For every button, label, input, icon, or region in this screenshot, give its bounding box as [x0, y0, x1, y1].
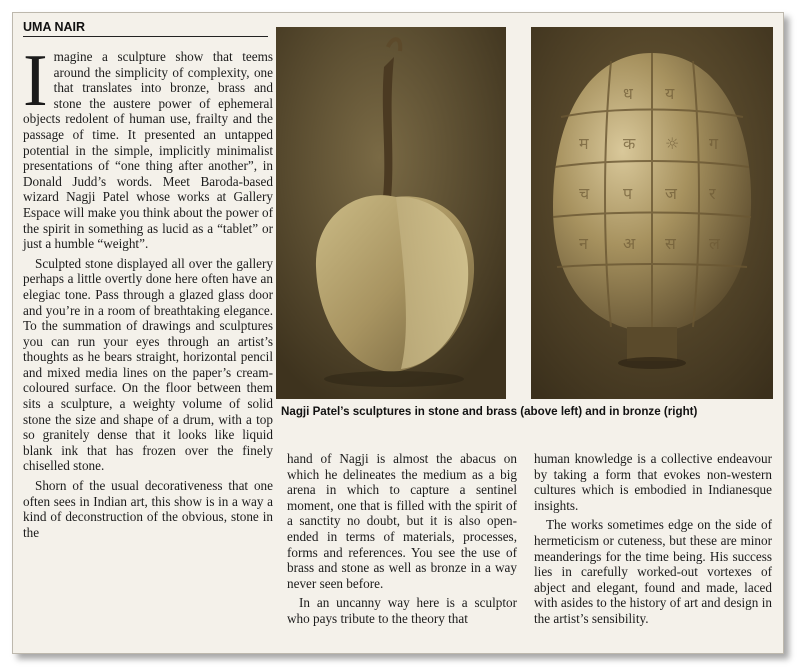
svg-text:न: न [579, 234, 588, 253]
paragraph-1 [23, 40, 273, 252]
stone-brass-sculpture-photo [276, 27, 506, 399]
svg-text:च: च [579, 184, 590, 203]
article-column-1 [23, 40, 273, 544]
newspaper-clipping [12, 12, 784, 654]
svg-text:म: म [579, 134, 589, 153]
paragraph-2: Sculpted stone displayed all over the gallery perhaps a little overtly done here often have an elegiac tone. Pass through a glazed glass door and you’re in a room of breathtaking elegance. To the summation of drawings and sculptures you can run your eyes through an artist’s thoughts as he bears straight, horizontal pencil and mixed media lines on the paper’s cream-coloured surface. On the floor between them sits a sculpture, a weighty volume of solid stone the size and shape of a drum, with a top so granitely dense that it looks like liquid blank ink that has frozen over the finely chiselled stone. [23, 255, 273, 474]
svg-text:☼: ☼ [665, 134, 680, 153]
bronze-sculpture-photo [531, 27, 773, 399]
svg-text:प: प [623, 184, 633, 203]
article-column-3 [534, 451, 772, 631]
svg-text:स: स [665, 234, 676, 253]
stone-brass-sculpture-image [276, 27, 506, 399]
paragraph-5: In an uncanny way here is a sculptor who pays tribute to the theory that [287, 595, 517, 626]
paragraph-7: The works sometimes edge on the side of hermeticism or cuteness, but these are minor meanderings for the time being. His success lies in carefully worked-out vortexes of abject and elegant, found and made, laced with asides to the history of art and design in the artist’s sensibility. [534, 517, 772, 626]
paragraph-3: Shorn of the usual decorativeness that one often sees in Indian art, this show is in a way a kind of deconstruction of the obvious, stone in the [23, 478, 273, 540]
svg-text:ज: ज [665, 184, 677, 203]
bronze-sculpture-image [531, 27, 773, 399]
photo-caption: Nagji Patel’s sculptures in stone and brass (above left) and in bronze (right) [281, 405, 698, 418]
svg-text:य: य [665, 84, 675, 103]
svg-text:ग: ग [709, 134, 719, 153]
article-column-2 [287, 451, 517, 631]
paragraph-6: human knowledge is a collective endeavour by taking a form that evokes non-western cultures which is embodied in Indianesque insights. [534, 451, 772, 513]
drop-cap: I [23, 40, 48, 122]
svg-text:क: क [623, 134, 636, 153]
byline: UMA NAIR [23, 20, 268, 37]
svg-text:अ: अ [623, 234, 636, 253]
svg-text:ध: ध [623, 84, 633, 103]
paragraph-4: hand of Nagji is almost the abacus on which he delineates the medium as a big arena in which to capture a sentinel moment, one that is filled with the spirit of a sanctity no doubt, but it is also open-ended in terms of materials, processes, forms and references. You see the use of brass and stone as well as bronze in a way never seen before. [287, 451, 517, 591]
svg-text:ल: ल [709, 234, 720, 253]
paragraph-1-text: magine a sculpture show that teems around the simplicity of complexity, one that translates into bronze, brass and stone the austere power of ephemeral objects redolent of human use, frailty and the passage of time. It presented an untapped potential in the simple, implicitly minimalist presentations of “one thing after another”, in Donald Judd’s words. Meet Baroda-based wizard Nagji Patel whose works at Gallery Espace will make you think about the power of the spirit in something as lucid as a “tablet” or just a humble “weight”. [23, 49, 273, 252]
svg-text:र: र [709, 184, 716, 203]
